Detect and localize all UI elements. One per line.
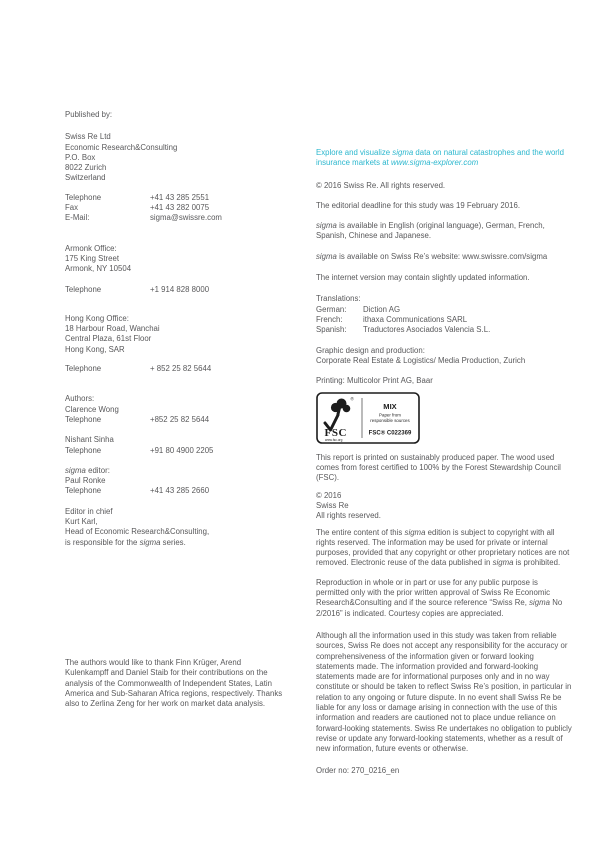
telephone-value: +41 43 285 2660 — [150, 486, 210, 496]
contact-block — [65, 193, 307, 224]
author-telephone-row — [65, 415, 307, 425]
internet-version-note: The internet version may contain slightly updated information. — [316, 273, 530, 283]
translator-name: Diction AG — [363, 304, 401, 314]
telephone-label: Telephone — [65, 445, 102, 455]
editor-in-chief-heading: Editor in chief — [65, 506, 113, 516]
copyright-line: © 2016 Swiss Re. All rights reserved. — [316, 180, 446, 190]
publisher-country: Switzerland — [65, 173, 106, 183]
hongkong-telephone-row — [65, 364, 307, 374]
sigma-editor-heading: sigma editor: — [65, 465, 110, 475]
editor-name: Paul Ronke — [65, 476, 106, 486]
languages-note: sigma is available in English (original language), German, French, Spanish, Chinese and Japanese. — [316, 221, 545, 241]
right-column — [316, 148, 572, 777]
design-block — [316, 346, 572, 367]
translations-block — [316, 294, 572, 335]
fax-value: +41 43 282 0075 — [150, 203, 210, 213]
author-telephone-row — [65, 446, 307, 456]
armonk-street: 175 King Street — [65, 253, 120, 263]
armonk-city: Armonk, NY 10504 — [65, 264, 132, 274]
hongkong-floor: Central Plaza, 61st Floor — [65, 334, 152, 344]
fsc-logo — [316, 392, 420, 444]
telephone-label: Telephone — [65, 364, 102, 374]
telephone-value: + 852 25 82 5644 — [150, 364, 212, 374]
contact-email-row — [65, 213, 307, 223]
author2-block — [65, 435, 307, 456]
sigma-editor-block — [65, 466, 307, 497]
authors-heading: Authors: — [65, 394, 95, 404]
author-name: Nishant Sinha — [65, 435, 114, 445]
armonk-office-title: Armonk Office: — [65, 243, 117, 253]
sigma-explorer-link[interactable]: Explore and visualize sigma data on natural catastrophes and the world insurance markets at www.sigma-explorer.com — [316, 148, 565, 168]
copyright-rights: All rights reserved. — [316, 511, 381, 521]
telephone-label: Telephone — [65, 486, 102, 496]
editor-in-chief-block — [65, 507, 307, 548]
copyright-paragraph: The entire content of this sigma edition is subject to copyright with all rights reserved. The information may be used for private or internal purposes, provided that any copyright or other proprietary notices are not removed. Electronic reuse of the data published in sigma is prohibited. — [316, 527, 570, 568]
publisher-name: Swiss Re Ltd — [65, 132, 111, 142]
editor-in-chief-note: is responsible for the sigma series. — [65, 537, 186, 547]
telephone-value: +852 25 82 5644 — [150, 414, 210, 424]
fsc-certification-label — [316, 392, 572, 447]
publisher-address — [65, 132, 307, 183]
language-label: Spanish: — [316, 325, 347, 335]
fsc-code: FSC® C022369 — [368, 430, 412, 437]
hongkong-office-title: Hong Kong Office: — [65, 313, 129, 323]
telephone-value: +91 80 4900 2205 — [150, 445, 214, 455]
acknowledgment-paragraph: The authors would like to thank Finn Krüger, Arend Kulenkampff and Daniel Staib for their contributions on the analysis of the Commonwealth of Independent States, Latin America and Sub-Saharan Africa regions, respectively. Thanks also to Zerlina Zeng for her work on market data analysis. — [65, 657, 283, 709]
printing-note: Printing: Multicolor Print AG, Baar — [316, 376, 433, 386]
fsc-url: www.fsc.org — [325, 438, 343, 443]
email-value: sigma@swissre.com — [150, 213, 222, 223]
publisher-city: 8022 Zurich — [65, 163, 107, 173]
website-note: sigma is available on Swiss Re’s website: www.swissre.com/sigma — [316, 251, 548, 261]
language-label: French: — [316, 314, 343, 324]
editorial-deadline: The editorial deadline for this study was 19 February 2016. — [316, 200, 521, 210]
editor-in-chief-title: Head of Economic Research&Consulting, — [65, 527, 210, 537]
email-label: E-Mail: — [65, 213, 90, 223]
translator-name: Traductores Asociados Valencia S.L. — [363, 325, 491, 335]
authors-block — [65, 394, 307, 425]
publisher-pobox: P.O. Box — [65, 152, 96, 162]
telephone-label: Telephone — [65, 192, 102, 202]
translation-row-spanish — [316, 325, 572, 335]
telephone-value: +1 914 828 8000 — [150, 284, 210, 294]
svg-text:®: ® — [350, 396, 354, 402]
contact-fax-row — [65, 203, 307, 213]
contact-telephone-row — [65, 193, 307, 203]
editor-in-chief-name: Kurt Karl, — [65, 517, 98, 527]
armonk-telephone-row — [65, 285, 307, 295]
armonk-office-block — [65, 244, 307, 275]
design-credit: Corporate Real Estate & Logistics/ Media Production, Zurich — [316, 355, 526, 365]
hongkong-office-block — [65, 314, 307, 355]
publisher-dept: Economic Research&Consulting — [65, 142, 178, 152]
telephone-label: Telephone — [65, 284, 102, 294]
copyright-owner: Swiss Re — [316, 500, 349, 510]
translations-heading: Translations: — [316, 294, 361, 304]
author-name: Clarence Wong — [65, 404, 119, 414]
order-number: Order no: 270_0216_en — [316, 766, 400, 776]
disclaimer-paragraph: Although all the information used in this study was taken from reliable sources, Swiss Re does not accept any responsibility for the accuracy or comprehensiveness of the information given or forward looking statements made. The information provided and forward-looking statements made are for informational purposes only and in no way constitute or should be taken to reflect Swiss Re’s position, in particular in relation to any ongoing or future dispute. In no event shall Swiss Re be liable for any loss or damage arising in connection with the use of this information and readers are cautioned not to place undue reliance on forward-looking statements. Swiss Re undertakes no obligation to publicly revise or update any forward-looking statements, whether as a result of new information, future events or otherwise. — [316, 630, 572, 754]
fsc-mix-label: MIX — [383, 402, 397, 412]
fsc-tagline-1: Paper from — [379, 412, 401, 418]
copyright-year: © 2016 — [316, 490, 342, 500]
translation-row-german — [316, 305, 572, 315]
copyright-block — [316, 491, 572, 522]
translation-row-french — [316, 315, 572, 325]
published-by-label: Published by: — [65, 110, 113, 119]
fsc-tagline-2: responsible sources — [370, 418, 410, 424]
left-column — [65, 110, 307, 709]
fax-label: Fax — [65, 203, 79, 213]
telephone-value: +41 43 285 2551 — [150, 192, 210, 202]
fsc-acronym: FSC — [324, 427, 348, 440]
design-heading: Graphic design and production: — [316, 345, 425, 355]
hongkong-region: Hong Kong, SAR — [65, 344, 125, 354]
reproduction-paragraph: Reproduction in whole or in part or use for any public purpose is permitted only with the prior written approval of Swiss Re Economic Research&Consulting and if the source reference “Swiss Re, sigma No 2/2016” is indicated. Courtesy copies are appreciated. — [316, 577, 563, 618]
editor-telephone-row — [65, 486, 307, 496]
paper-note: This report is printed on sustainably produced paper. The wood used comes from forest certified to 100% by the Forest Stewardship Council (FSC). — [316, 452, 561, 483]
language-label: German: — [316, 304, 347, 314]
hongkong-street: 18 Harbour Road, Wanchai — [65, 324, 160, 334]
translator-name: ithaxa Communications SARL — [363, 314, 468, 324]
telephone-label: Telephone — [65, 414, 102, 424]
